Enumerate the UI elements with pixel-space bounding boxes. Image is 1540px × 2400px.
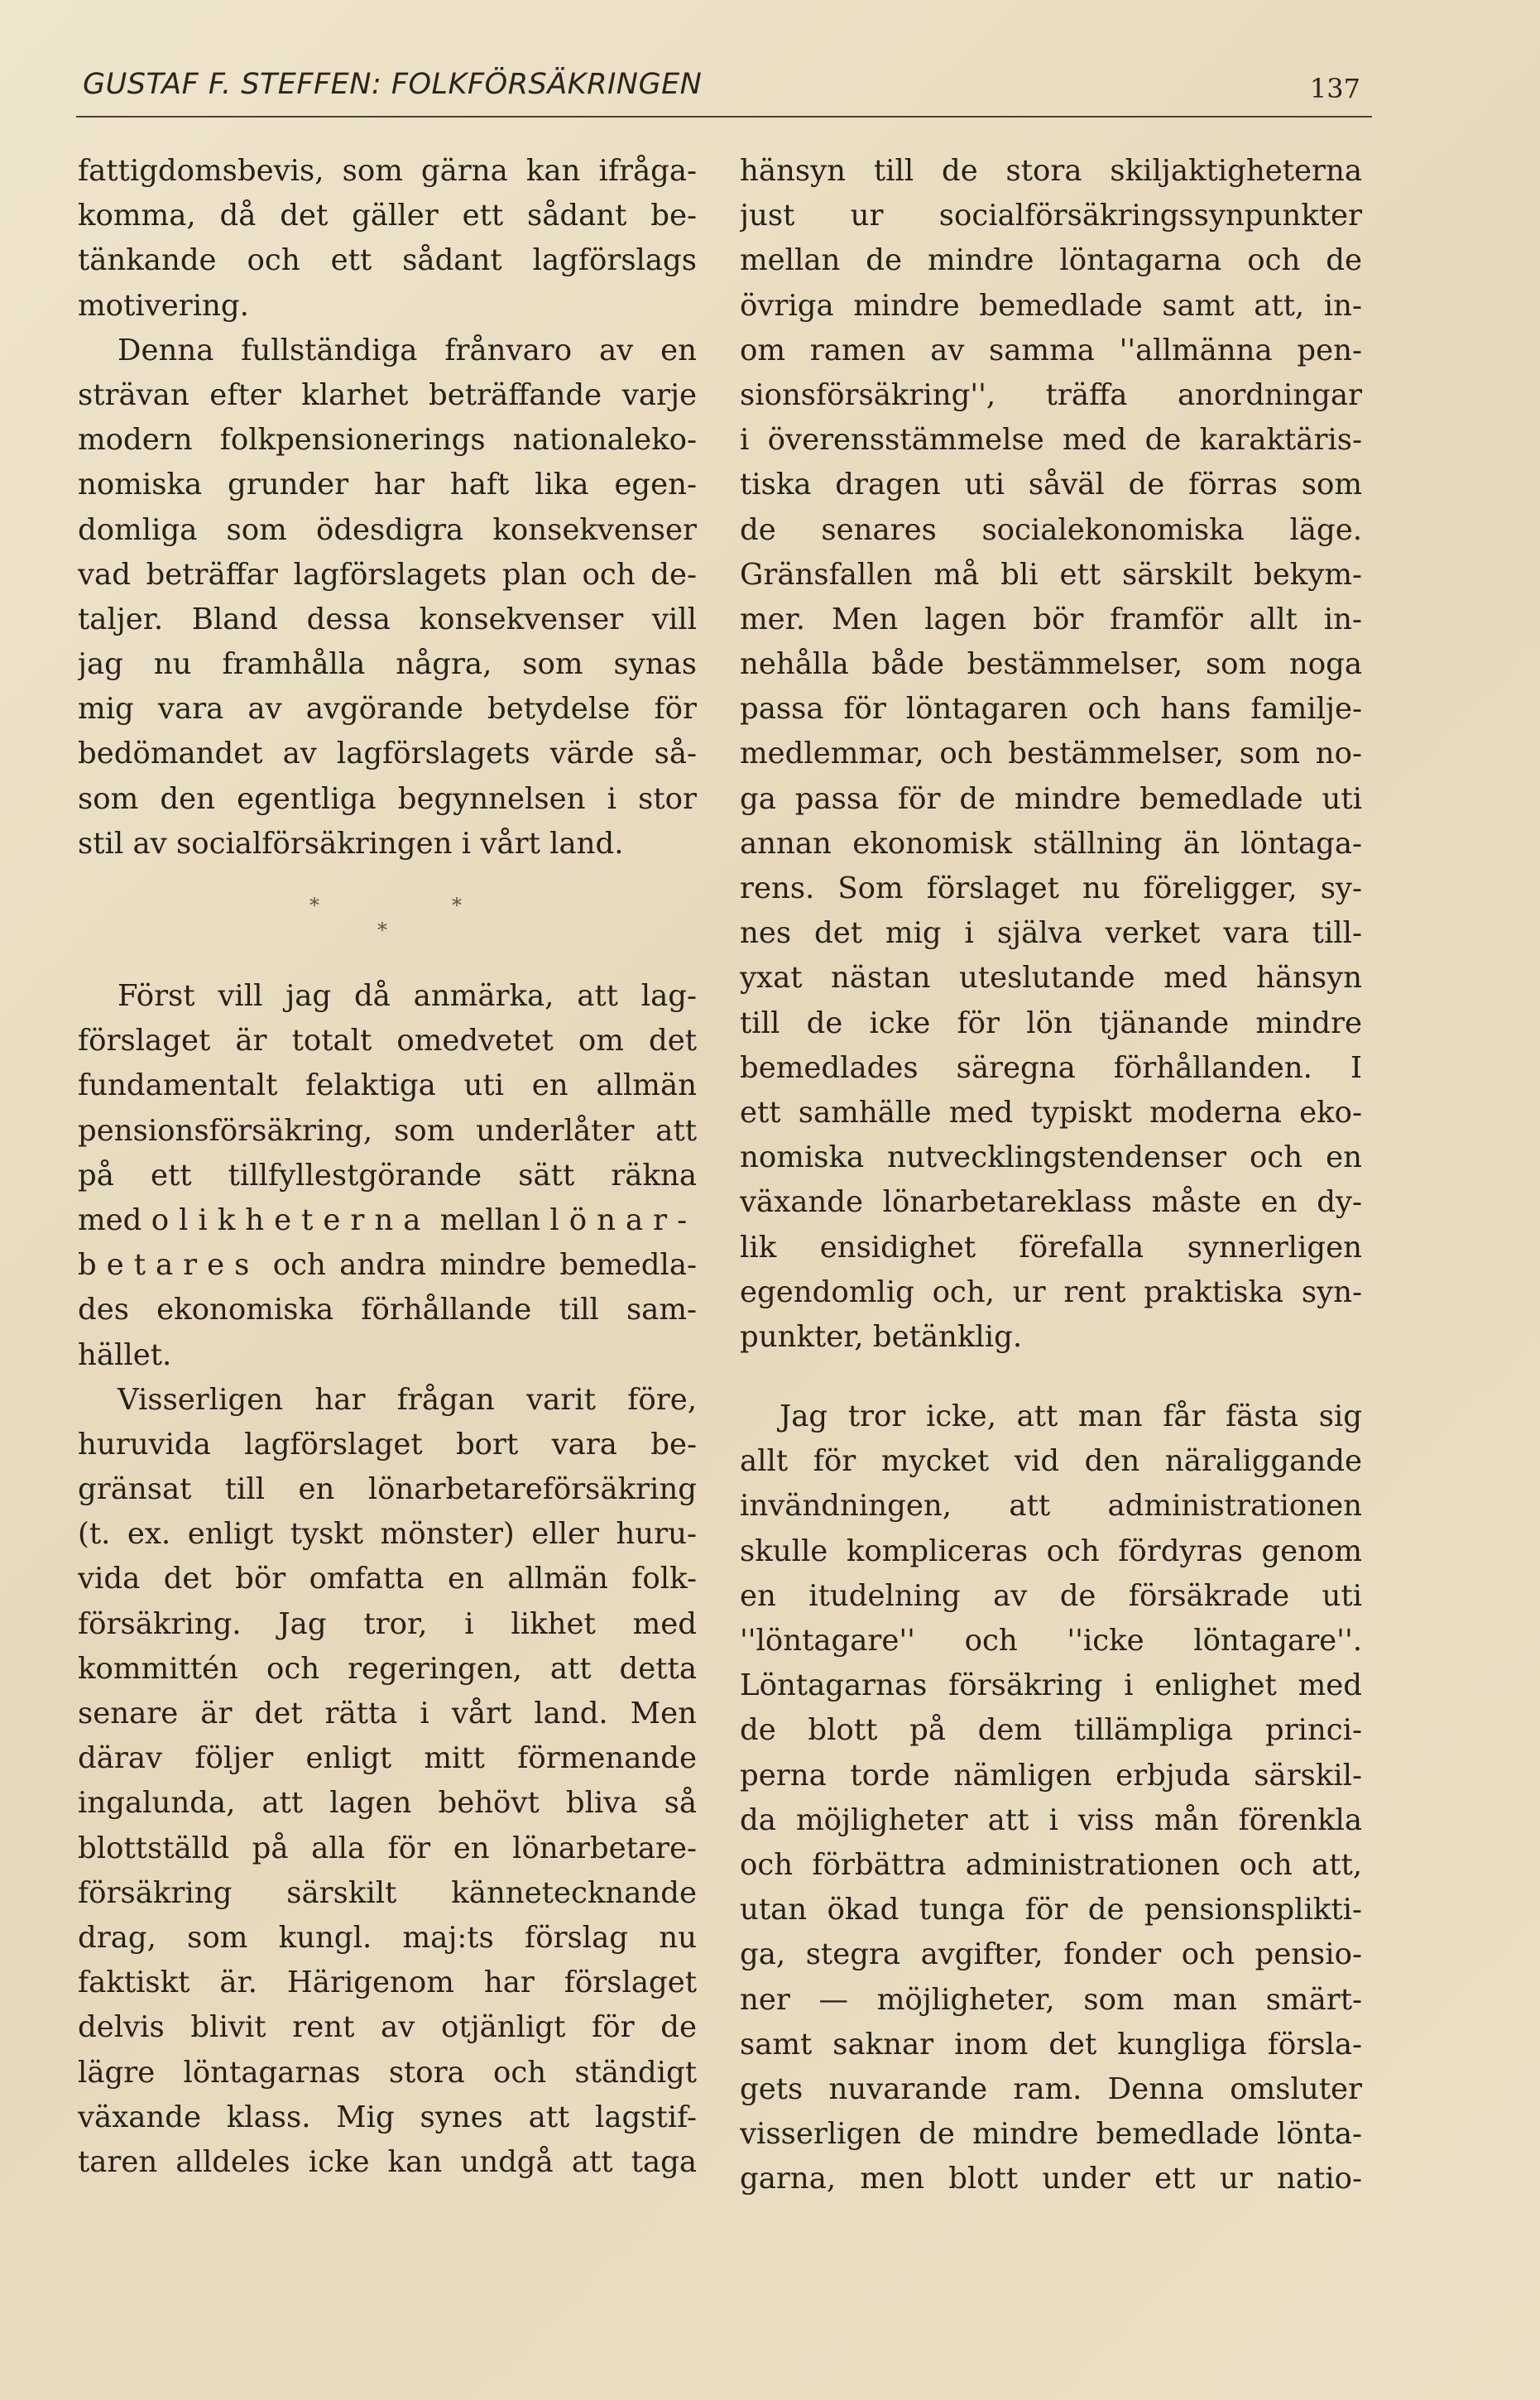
- text-line: punkter, betänklig.: [740, 1319, 1023, 1354]
- page-number: 137: [1309, 73, 1360, 104]
- section-gap: [740, 1360, 1362, 1394]
- asterisk-glyph: *: [377, 919, 387, 942]
- text-line: Gränsfallen må bli ett särskilt bekym-: [740, 557, 1362, 592]
- text-line: sionsförsäkring'', träffa anordningar: [740, 377, 1362, 412]
- asterisk-glyph: *: [309, 894, 319, 917]
- text-line: rens. Som förslaget nu föreligger, sy-: [740, 871, 1362, 905]
- spaced-emphasis: lönar-: [549, 1202, 697, 1237]
- text-line: ''löntagare'' och ''icke löntagare''.: [740, 1624, 1362, 1658]
- text-line: motivering.: [78, 288, 249, 323]
- spaced-emphasis: betares: [78, 1248, 260, 1283]
- text-line: nehålla både bestämmelser, som noga: [740, 647, 1362, 682]
- paragraph-block: [78, 149, 697, 866]
- text-line: komma, då det gäller ett sådant be-: [78, 199, 697, 233]
- text-line: vida det bör omfatta en allmän folk-: [78, 1562, 697, 1596]
- text-line: mer. Men lagen bör framför allt in-: [740, 602, 1362, 636]
- text-line: strävan efter klarhet beträffande varje: [78, 377, 697, 412]
- text-line: domliga som ödesdigra konsekvenser: [78, 512, 697, 547]
- text-line: försäkring. Jag tror, i likhet med: [78, 1606, 697, 1641]
- text-line: da möjligheter att i viss mån förenkla: [740, 1802, 1362, 1837]
- running-title: GUSTAF F. STEFFEN: FOLKFÖRSÄKRINGEN: [83, 68, 703, 101]
- text-line: lik ensidighet förefalla synnerligen: [740, 1230, 1362, 1265]
- text-line-spaced: [78, 1243, 697, 1288]
- text-line-spaced: [78, 1198, 697, 1243]
- text-line: i överensstämmelse med de karaktäris-: [740, 423, 1362, 458]
- paragraph-block: [740, 149, 1362, 1360]
- text-line: kommittén och regeringen, att detta: [78, 1651, 697, 1686]
- text-line: des ekonomiska förhållande till sam-: [78, 1293, 697, 1327]
- text-line: vad beträffar lagförslagets plan och de-: [78, 557, 697, 592]
- text-line: ga, stegra avgifter, fonder och pensio-: [740, 1937, 1362, 1972]
- text-line: modern folkpensionerings nationaleko-: [78, 423, 697, 458]
- text-line: jag nu framhålla några, som synas: [78, 647, 697, 682]
- text-line: taren alldeles icke kan undgå att taga: [78, 2144, 697, 2179]
- text-line: gränsat till en lönarbetareförsäkring: [78, 1472, 697, 1507]
- text-line: Först vill jag då anmärka, att lag-: [118, 979, 697, 1013]
- text-line: därav följer enligt mitt förmenande: [78, 1741, 697, 1776]
- text-line: lägre löntagarnas stora och ständigt: [78, 2055, 697, 2090]
- text-line: stil av socialförsäkringen i vårt land.: [78, 826, 624, 861]
- text-fragment: med: [78, 1202, 151, 1237]
- text-line: tänkande och ett sådant lagförslags: [78, 243, 697, 278]
- header-rule: [76, 116, 1372, 118]
- text-line: taljer. Bland dessa konsekvenser vill: [78, 602, 697, 636]
- text-line: huruvida lagförslaget bort vara be-: [78, 1427, 697, 1462]
- text-line: en itudelning av de försäkrade uti: [740, 1578, 1362, 1613]
- text-line: bedömandet av lagförslagets värde så-: [78, 737, 697, 771]
- text-line: och förbättra administrationen och att,: [740, 1847, 1362, 1882]
- text-line: egendomlig och, ur rent praktiska syn-: [740, 1274, 1362, 1309]
- text-line: nomiska grunder har haft lika egen-: [78, 468, 697, 502]
- text-fragment: mellan: [430, 1202, 550, 1237]
- text-line: förslaget är totalt omedvetet om det: [78, 1024, 697, 1058]
- text-line: Visserligen har frågan varit före,: [118, 1382, 697, 1417]
- text-line: Jag tror icke, att man får fästa sig: [780, 1399, 1362, 1434]
- text-line: hänsyn till de stora skiljaktigheterna: [740, 154, 1362, 188]
- text-line: garna, men blott under ett ur natio-: [740, 2162, 1362, 2196]
- spaced-emphasis: olikheterna: [151, 1202, 431, 1237]
- section-separator: [78, 894, 697, 960]
- text-line: ett samhälle med typiskt moderna eko-: [740, 1095, 1362, 1130]
- text-line: bemedlades säregna förhållanden. I: [740, 1050, 1362, 1085]
- text-line: till de icke för lön tjänande mindre: [740, 1006, 1362, 1040]
- right-column: [740, 149, 1362, 2201]
- left-column: [78, 149, 697, 2185]
- text-line: Löntagarnas försäkring i enlighet med: [740, 1668, 1362, 1703]
- text-line: de senares socialekonomiska läge.: [740, 512, 1362, 547]
- text-line: mig vara av avgörande betydelse för: [78, 692, 697, 727]
- text-line: just ur socialförsäkringssynpunkter: [740, 199, 1362, 233]
- text-line: nes det mig i själva verket vara till-: [740, 916, 1362, 951]
- text-line: perna torde nämligen erbjuda särskil-: [740, 1758, 1362, 1793]
- text-line: passa för löntagaren och hans familje-: [740, 692, 1362, 727]
- page-header: [83, 68, 1374, 109]
- text-line: fattigdomsbevis, som gärna kan ifråga-: [78, 154, 697, 188]
- text-line: mellan de mindre löntagarna och de: [740, 243, 1362, 278]
- text-line: växande lönarbetareklass måste en dy-: [740, 1185, 1362, 1220]
- text-line: om ramen av samma ''allmänna pen-: [740, 333, 1362, 367]
- text-line: på ett tillfyllestgörande sätt räkna: [78, 1158, 697, 1193]
- text-line: som den egentliga begynnelsen i stor: [78, 781, 697, 816]
- text-line: övriga mindre bemedlade samt att, in-: [740, 288, 1362, 323]
- paragraph-block: [740, 1394, 1362, 2201]
- text-line: ingalunda, att lagen behövt bliva så: [78, 1786, 697, 1821]
- text-line: visserligen de mindre bemedlade lönta-: [740, 2117, 1362, 2152]
- text-line: invändningen, att administrationen: [740, 1489, 1362, 1524]
- paragraph-block: [78, 974, 697, 1378]
- text-line: gets nuvarande ram. Denna omsluter: [740, 2071, 1362, 2106]
- paragraph-block: [78, 1378, 697, 2185]
- text-line: blottställd på alla för en lönarbetare-: [78, 1831, 697, 1865]
- asterisk-glyph: *: [452, 894, 462, 917]
- text-line: ner — möjligheter, som man smärt-: [740, 1982, 1362, 2017]
- text-line: växande klass. Mig synes att lagstif-: [78, 2100, 697, 2134]
- text-line: medlemmar, och bestämmelser, som no-: [740, 737, 1362, 771]
- text-line: samt saknar inom det kungliga försla-: [740, 2027, 1362, 2062]
- text-line: delvis blivit rent av otjänligt för de: [78, 2010, 697, 2045]
- text-line: nomiska nutvecklingstendenser och en: [740, 1140, 1362, 1175]
- text-line: drag, som kungl. maj:ts förslag nu: [78, 1920, 697, 1955]
- text-line: annan ekonomisk ställning än löntaga-: [740, 826, 1362, 861]
- text-line: (t. ex. enligt tyskt mönster) eller huru-: [78, 1517, 697, 1552]
- text-line: ga passa för de mindre bemedlade uti: [740, 781, 1362, 816]
- text-line: pensionsförsäkring, som underlåter att: [78, 1113, 697, 1148]
- text-line: senare är det rätta i vårt land. Men: [78, 1697, 697, 1730]
- text-fragment: och andra mindre bemedla-: [259, 1248, 697, 1283]
- text-line: skulle kompliceras och fördyras genom: [740, 1534, 1362, 1568]
- text-line: fundamentalt felaktiga uti en allmän: [78, 1068, 697, 1103]
- text-line: försäkring särskilt kännetecknande: [78, 1875, 697, 1910]
- text-line: tiska dragen uti såväl de förras som: [740, 468, 1362, 502]
- text-line: faktiskt är. Härigenom har förslaget: [78, 1966, 697, 2000]
- text-line: hället.: [78, 1337, 172, 1372]
- text-line: Denna fullständiga frånvaro av en: [118, 333, 697, 367]
- text-line: yxat nästan uteslutande med hänsyn: [740, 961, 1362, 996]
- text-line: utan ökad tunga för de pensionsplikti-: [740, 1893, 1362, 1927]
- text-line: allt för mycket vid den näraliggande: [740, 1444, 1362, 1479]
- text-line: de blott på dem tillämpliga princi-: [740, 1713, 1362, 1748]
